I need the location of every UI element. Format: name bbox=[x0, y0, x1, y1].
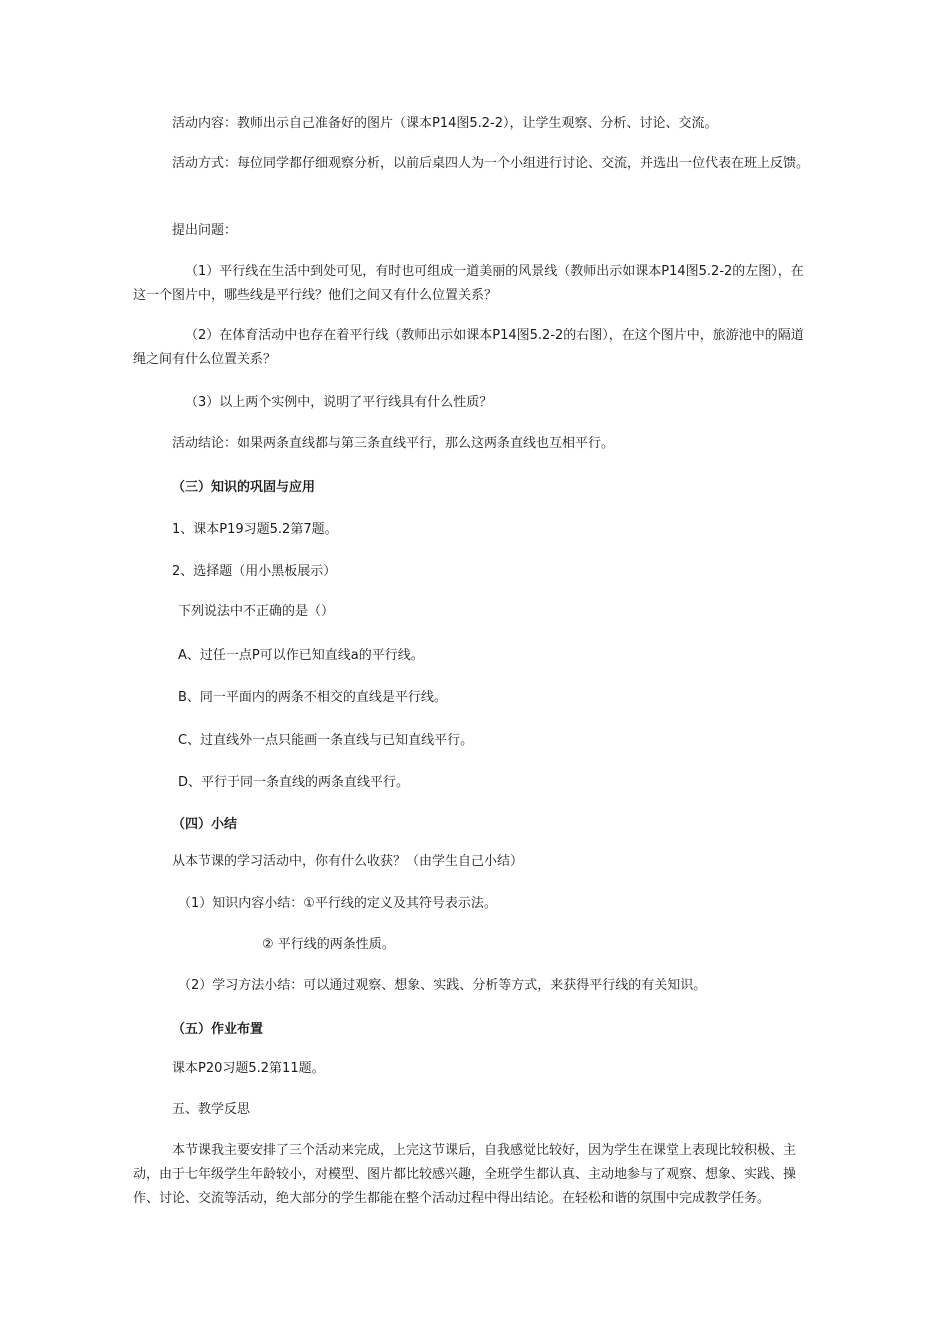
option-a: A、过任一点P可以作已知直线a的平行线。 bbox=[178, 648, 424, 663]
summary-2: （2）学习方法小结：可以通过观察、想象、实践、分析等方式，来获得平行线的有关知识。 bbox=[178, 978, 707, 993]
activity-method-text: 活动方式：每位同学都仔细观察分析，以前后桌四人为一个小组进行讨论、交流，并选出一位代表在班上反馈。 bbox=[172, 156, 810, 171]
option-b: B、同一平面内的两条不相交的直线是平行线。 bbox=[178, 690, 447, 705]
activity-method bbox=[133, 152, 813, 176]
ask-questions: 提出问题： bbox=[172, 223, 238, 238]
reflection bbox=[133, 1139, 815, 1211]
reflection-text: 本节课我主要安排了三个活动来完成，上完这节课后，自我感觉比较好，因为学生在课堂上表现比较积极、主动，由于七年级学生年龄较小，对模型、图片都比较感兴趣，全班学生都认真、主动地参与了观察、想象、实践、操作、讨论、交流等活动，绝大部分的学生都能在整个活动过程中得出结论。在轻松和谐的氛围中完成教学任务。 bbox=[133, 1143, 797, 1206]
question-1 bbox=[133, 260, 813, 308]
activity-content: 活动内容：教师出示自己准备好的图片（课本P14图5.2-2），让学生观察、分析、讨论、交流。 bbox=[172, 116, 718, 131]
summary-1b: ② 平行线的两条性质。 bbox=[262, 937, 395, 952]
activity-conclusion: 活动结论：如果两条直线都与第三条直线平行，那么这两条直线也互相平行。 bbox=[172, 436, 615, 451]
question-1-text: （1）平行线在生活中到处可见，有时也可组成一道美丽的风景线（教师出示如课本P14图5.2-2的左图），在这一个图片中，哪些线是平行线？他们之间又有什么位置关系？ bbox=[133, 264, 804, 303]
question-2 bbox=[133, 324, 813, 372]
question-3: （3）以上两个实例中，说明了平行线具有什么性质？ bbox=[185, 395, 493, 410]
option-c: C、过直线外一点只能画一条直线与已知直线平行。 bbox=[178, 733, 474, 748]
homework: 课本P20习题5.2第11题。 bbox=[172, 1061, 325, 1076]
exercise-1: 1、课本P19习题5.2第7题。 bbox=[172, 522, 338, 537]
exercise-2-stem: 下列说法中不正确的是（） bbox=[178, 604, 335, 619]
section-5-title: （五）作业布置 bbox=[172, 1022, 264, 1037]
option-d: D、平行于同一条直线的两条直线平行。 bbox=[178, 775, 410, 790]
summary-question: 从本节课的学习活动中，你有什么收获？（由学生自己小结） bbox=[172, 854, 524, 869]
exercise-2: 2、选择题（用小黑板展示） bbox=[172, 564, 337, 579]
question-2-text: （2）在体育活动中也存在着平行线（教师出示如课本P14图5.2-2的右图），在这个图片中，旅游池中的隔道绳之间有什么位置关系？ bbox=[133, 328, 804, 367]
section-4-title: （四）小结 bbox=[172, 817, 238, 832]
section-3-title: （三）知识的巩固与应用 bbox=[172, 480, 316, 495]
part-5-title: 五、教学反思 bbox=[172, 1102, 251, 1117]
summary-1: （1）知识内容小结：①平行线的定义及其符号表示法。 bbox=[178, 896, 497, 911]
